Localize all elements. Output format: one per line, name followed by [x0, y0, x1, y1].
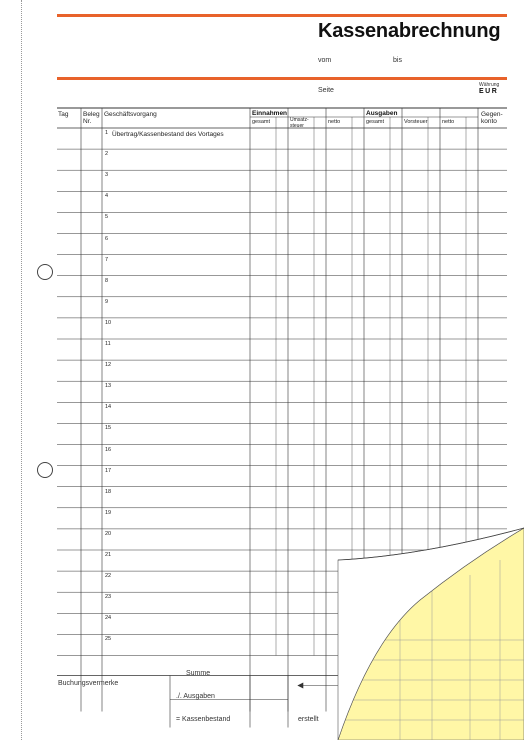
row-number: 17: [105, 467, 112, 474]
vom-label: vom: [318, 57, 332, 64]
header-vorsteuer: Vorsteuer: [404, 119, 428, 125]
row-number: 24: [105, 615, 112, 622]
header-vorgang: Geschäftsvorgang: [104, 111, 157, 118]
row-number: 21: [105, 552, 112, 558]
currency-code: EUR: [479, 88, 499, 95]
kassenbestand-label: = Kassenbestand: [176, 716, 231, 723]
bis-label: bis: [393, 57, 402, 64]
row-number: 2: [105, 151, 109, 158]
row-number: 15: [105, 425, 112, 432]
row-number: 3: [105, 172, 109, 179]
header-ausgaben-gesamt: gesamt: [366, 119, 385, 125]
waehrung-label: Währung: [479, 82, 500, 88]
row-number: 19: [105, 509, 112, 516]
row-number: 23: [105, 594, 112, 601]
header-einnahmen-gesamt: gesamt: [252, 119, 271, 125]
row-number: 16: [105, 446, 112, 453]
row-number: 8: [105, 277, 109, 284]
row-number: 5: [105, 214, 109, 221]
row-number: 11: [105, 341, 111, 347]
row-number: 13: [105, 383, 112, 390]
header-beleg: Beleg Nr.: [83, 111, 100, 125]
row-number: 20: [105, 530, 112, 537]
seite-label: Seite: [318, 87, 334, 94]
header-umsatzsteuer: Umsatz- steuer: [290, 117, 309, 129]
header-tag: Tag: [58, 111, 69, 118]
row-number: 12: [105, 362, 112, 369]
buchungsvermerke-label: Buchungsvermerke: [58, 680, 119, 687]
row-number: 18: [105, 488, 112, 495]
header-einnahmen-netto: netto: [328, 119, 341, 125]
form-title: Kassenabrechnung: [318, 20, 501, 42]
header-einnahmen: Einnahmen: [252, 110, 288, 117]
row-number: 7: [105, 256, 109, 263]
row-number: 4: [105, 193, 109, 200]
summe-label: Summe: [186, 670, 211, 677]
header-ausgaben-netto: netto: [442, 119, 455, 125]
header-gegenkonto: Gegen- konto: [481, 111, 503, 125]
row-number: 22: [105, 573, 112, 580]
row-number: 1: [105, 130, 109, 136]
ausgaben-label: ./. Ausgaben: [176, 693, 215, 700]
row-number: 6: [105, 235, 109, 242]
row-1-text: Übertrag/Kassenbestand des Vortages: [112, 131, 224, 138]
row-number: 9: [105, 298, 109, 305]
row-number: 25: [105, 636, 112, 643]
erstellt-label: erstellt: [298, 716, 319, 723]
row-number: 10: [105, 319, 112, 326]
header-ausgaben: Ausgaben: [366, 110, 398, 117]
row-number: 14: [105, 404, 112, 411]
